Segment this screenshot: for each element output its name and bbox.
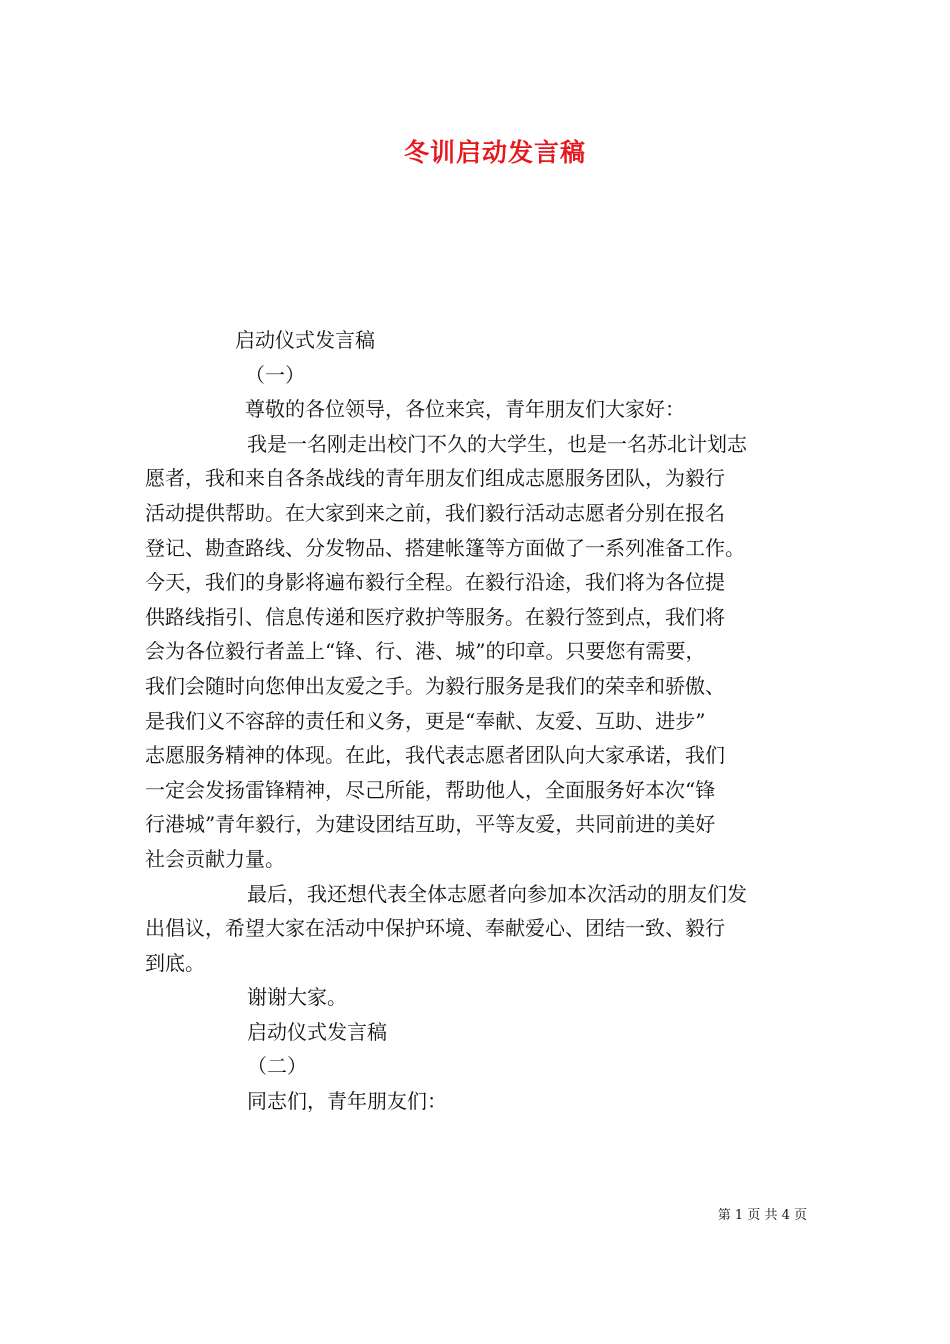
paragraph-line: 会为各位毅行者盖上“锋、行、港、城”的印章。只要您有需要， — [145, 639, 706, 664]
paragraph-line: 行港城”青年毅行，为建设团结互助，平等友爱，共同前进的美好 — [145, 812, 716, 837]
page-number-footer: 第 1 页 共 4 页 — [717, 1208, 807, 1223]
paragraph-line: 供路线指引、信息传递和医疗救护等服务。在毅行签到点，我们将 — [145, 604, 725, 629]
paragraph-line: 最后，我还想代表全体志愿者向参加本次活动的朋友们发 — [247, 881, 747, 906]
paragraph-line: 志愿服务精神的体现。在此，我代表志愿者团队向大家承诺，我们 — [145, 743, 725, 768]
section-number: （二） — [247, 1054, 307, 1079]
section-heading: 启动仪式发言稿 — [247, 1019, 387, 1044]
salutation: 尊敬的各位领导，各位来宾，青年朋友们大家好： — [245, 397, 685, 422]
document-title: 冬训启动发言稿 — [403, 138, 586, 167]
paragraph-line: 出倡议，希望大家在活动中保护环境、奉献爱心、团结一致、毅行 — [145, 916, 725, 941]
paragraph-line: 是我们义不容辞的责任和义务，更是“奉献、友爱、互助、进步” — [145, 708, 706, 733]
paragraph-line: 愿者，我和来自各条战线的青年朋友们组成志愿服务团队，为毅行 — [145, 466, 725, 491]
document-body — [145, 323, 825, 1119]
paragraph-line: 一定会发扬雷锋精神，尽己所能，帮助他人，全面服务好本次“锋 — [145, 777, 716, 802]
closing-line: 谢谢大家。 — [247, 985, 347, 1010]
salutation: 同志们，青年朋友们： — [247, 1089, 447, 1114]
paragraph-line: 活动提供帮助。在大家到来之前，我们毅行活动志愿者分别在报名 — [145, 500, 725, 525]
section-heading: 启动仪式发言稿 — [235, 328, 375, 352]
paragraph-line: 今天，我们的身影将遍布毅行全程。在毅行沿途，我们将为各位提 — [145, 570, 725, 595]
paragraph-line: 我们会随时向您伸出友爱之手。为毅行服务是我们的荣幸和骄傲、 — [145, 673, 725, 698]
paragraph-line: 社会贡献力量。 — [145, 846, 285, 871]
paragraph-line: 登记、勘查路线、分发物品、搭建帐篷等方面做了一系列准备工作。 — [145, 535, 745, 560]
paragraph-line: 到底。 — [145, 950, 205, 975]
section-number: （一） — [245, 362, 305, 387]
paragraph-line: 我是一名刚走出校门不久的大学生，也是一名苏北计划志 — [247, 431, 747, 456]
